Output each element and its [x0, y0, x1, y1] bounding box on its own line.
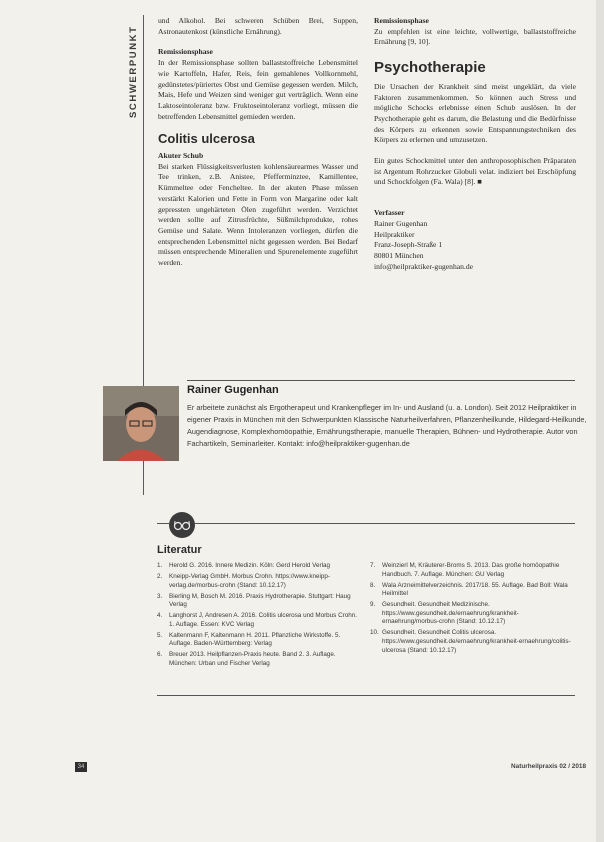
- literature-item: [157, 632, 362, 649]
- author-line: Heilpraktiker: [374, 229, 415, 239]
- literature-item: [157, 651, 362, 668]
- right-column: [374, 16, 576, 272]
- bio-name: Rainer Gugenhan: [187, 384, 279, 396]
- psychotherapy-paragraph: Die Ursachen der Krankheit sind meist ungeklärt, da viele Faktoren zusammenkommen. So können auch Stress und mögliche Schocks erlebnisse einen Schub auslösen. In der Psychotherapie geht es darum, die Belastung und die Bedürfnisse des Körpers zu erkennen sowie Entspannungstechniken des Körpers zu erlernen und umzusetzen.: [374, 81, 576, 145]
- literature-number: 5.: [157, 631, 163, 639]
- literature-number: 3.: [157, 592, 163, 600]
- literature-text: Kneipp-Verlag GmbH. Morbus Crohn. https://www.kneipp-verlag.de/morbus-crohn (Stand: 10.12.17): [169, 572, 330, 589]
- acute-paragraph: Bei starken Flüssigkeitsverlusten kohlensäurearmes Wasser und Tee trinken, z.B. Anistee, Pfefferminztee, Kamillentee, Kümmeltee oder Fencheltee. In der akuten Phase müssen verstärkt Kalorien und Fette in Form von Margarine oder kalt gepressten ungehärteten Ölen zugeführt werden. Verzichtet werden sollte auf Zitrusfrüchte, Süßmilchprodukte, rohes Gemüse und Salate. Wenn Intoleranzen vorliegen, dürfen die entsprechenden Lebensmittel nicht gegessen werden. Bei Bedarf müssen entsprechende Mineralien und Spurenelemente zugeführt werden.: [158, 161, 358, 268]
- literature-text: Breuer 2013. Heilpflanzen-Praxis heute. Band 2. 3. Auflage. München: Urban und Fischer Verlag: [169, 651, 336, 667]
- literature-number: 6.: [157, 651, 163, 659]
- literature-text: Herold G. 2016. Innere Medizin. Köln: Gerd Herold Verlag: [169, 562, 331, 569]
- literature-item: [370, 629, 575, 655]
- literature-item: [370, 562, 575, 579]
- literature-item: [370, 601, 575, 627]
- literature-item: [157, 573, 362, 590]
- literature-right-rule: [195, 523, 575, 524]
- literature-text: Weinzierl M, Kräuterer-Broms S. 2013. Das große homöopathie Handbuch. 7. Auflage. München: GU Verlag: [382, 562, 560, 578]
- literature-number: 9.: [370, 601, 376, 609]
- end-mark: ■: [477, 177, 482, 187]
- literature-left-rule: [157, 523, 169, 524]
- schock-paragraph: [374, 156, 576, 188]
- literature-bottom-rule: [157, 695, 575, 696]
- literature-text: Kaltenmann F, Kaltenmann H. 2011. Pflanzliche Wirkstoffe. 5. Auflage. Baden-Württemberg: Verlag: [169, 631, 341, 648]
- remission-paragraph-left: In der Remissionsphase sollten ballaststoffreiche Lebensmittel wie Kartoffeln, Hafer, Reis, fein gemahlenes Vollkornmehl, gedünstetes/püriertes Obst und Gemüse gegessen werden. Milch, Mais, Hefe und Weizen sind weniger gut verträglich. Wenn eine Laktoseintoleranz bzw. Fruktoseintoleranz vorliegt, müssen die betreffenden Lebensmittel gemieden werden.: [158, 58, 358, 121]
- remission-heading-left: Remissionsphase: [158, 47, 213, 57]
- literature-number: 7.: [370, 562, 376, 569]
- remission-paragraph-right: Zu empfehlen ist eine leichte, vollwertige, ballaststoffreiche Ernährung [9, 10].: [374, 26, 576, 47]
- literature-text: Gesundheit. Gesundheit Colitis ulcerosa. https://www.gesundheit.de/ernaehrung/krankheit-ernaehrung/colitis-ulcerosa (Stand: 10.12.17): [382, 629, 571, 654]
- acute-heading: Akuter Schub: [158, 151, 204, 161]
- literature-number: 4.: [157, 612, 163, 620]
- literature-title: Literatur: [157, 544, 202, 556]
- author-line: 80801 München: [374, 250, 424, 260]
- literature-text: Wala Arzneimittelverzeichnis. 2017/18. 55. Auflage. Bad Boll: Wala Heilmittel: [382, 581, 568, 598]
- author-photo: [103, 386, 179, 461]
- left-column: [158, 16, 358, 269]
- remission-heading-right: Remissionsphase: [374, 16, 429, 25]
- literature-text: Langhorst J, Andresen A. 2016. Colitis ulcerosa und Morbus Crohn. 1. Auflage. Essen: KVC Verlag: [169, 612, 357, 628]
- psychotherapy-heading: Psychotherapie: [374, 59, 486, 77]
- literature-item: [157, 612, 362, 629]
- glasses-icon: [169, 512, 195, 538]
- literature-text: Bierling M, Bosch M. 2016. Praxis Hydrotherapie. Stuttgart: Haug Verlag: [169, 592, 351, 609]
- literature-number: 8.: [370, 581, 376, 589]
- page-number: 34: [75, 762, 87, 772]
- author-bio: [187, 384, 587, 450]
- colitis-heading: Colitis ulcerosa: [158, 131, 255, 147]
- literature-number: 10.: [370, 629, 379, 637]
- literature-list-right: [370, 562, 575, 658]
- author-line: Rainer Gugenhan: [374, 218, 428, 228]
- literature-number: 2.: [157, 572, 163, 580]
- author-email: info@heilpraktiker-gugenhan.de: [374, 261, 473, 271]
- literature-item: [370, 582, 575, 599]
- literature-item: [157, 593, 362, 610]
- literature-number: 1.: [157, 562, 163, 569]
- literature-list-left: [157, 562, 362, 671]
- intro-paragraph: und Alkohol. Bei schweren Schüben Brei, Suppen, Astronautenkost (künstliche Ernährung).: [158, 16, 358, 36]
- author-line: Franz-Joseph-Straße 1: [374, 240, 443, 250]
- scan-edge: [596, 0, 604, 842]
- literature-item: [157, 562, 362, 571]
- author-heading: Verfasser: [374, 208, 405, 218]
- bio-top-rule: [187, 380, 575, 381]
- footer-journal: Naturheilpraxis 02 / 2018: [511, 763, 586, 770]
- literature-text: Gesundheit. Gesundheit Medizinische. https://www.gesundheit.de/ernaehrung/krankheit-ernaehrung/morbus-crohn (Stand: 10.12.17): [382, 601, 519, 626]
- section-label: SCHWERPUNKT: [128, 25, 139, 118]
- bio-text: Er arbeitete zunächst als Ergotherapeut und Krankenpfleger im In- und Ausland (u. a. London). Seit 2012 Heilpraktiker in eigener Praxis in München mit den Schwerpunkten Klassische Naturheilverfahren, Pflanzenheilkunde, Hildegard-Heilkunde, Augendiagnose, Komplexhomöopathie, Ernährungstherapie, manuelle Therapien, Bühnen- und Hydrotherapie. Autor von Fachartikeln, Seminarleiter. Kontakt: info@heilpraktiker-gugenhan.de: [187, 403, 587, 448]
- schock-text: Ein gutes Schockmittel unter den anthroposophischen Präparaten ist Argentum Rohrzucker Globuli velat. indiziert bei Erschöpfung und Schockfolgen (Fa. Wala) [8].: [374, 156, 576, 187]
